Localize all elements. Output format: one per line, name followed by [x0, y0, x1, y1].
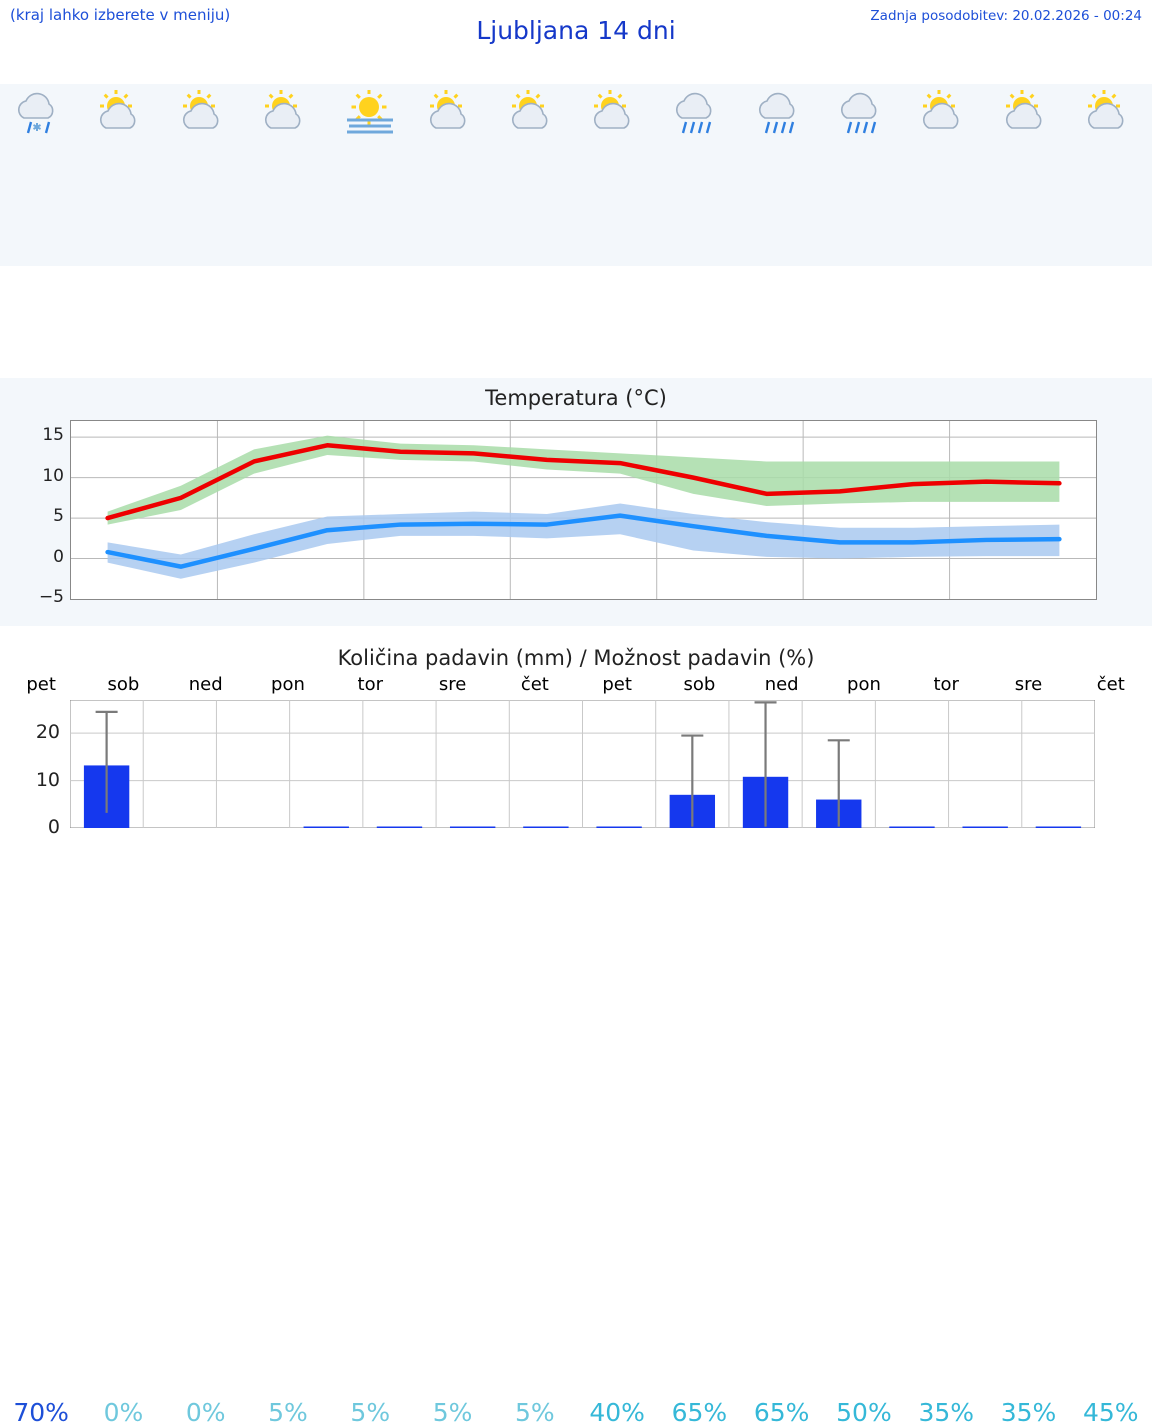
precipitation-chart-title: Količina padavin (mm) / Možnost padavin (%) — [337, 646, 815, 670]
forecast-day[interactable] — [741, 84, 823, 266]
precipitation-probability: 5% — [432, 1398, 473, 1427]
sun-fog-icon — [333, 90, 407, 136]
forecast-day[interactable] — [329, 84, 411, 266]
temperature-chart-title: Temperatura (°C) — [485, 386, 667, 410]
sun-cloud-icon — [992, 90, 1066, 136]
temperature-y-tick: 15 — [42, 425, 64, 446]
forecast-day[interactable] — [165, 84, 247, 266]
precipitation-day-label: ned — [764, 674, 799, 695]
precipitation-day-label: pon — [271, 674, 305, 695]
precipitation-chart — [0, 638, 1152, 1427]
sun-cloud-icon — [416, 90, 490, 136]
location-note: (kraj lahko izberete v meniju) — [10, 6, 231, 24]
precipitation-probability: 45% — [1083, 1398, 1139, 1427]
precipitation-probability: 0% — [185, 1398, 226, 1427]
precipitation-y-tick: 0 — [47, 816, 60, 838]
temperature-y-tick: 5 — [53, 506, 64, 527]
precipitation-probability: 50% — [836, 1398, 892, 1427]
sun-cloud-icon — [909, 90, 983, 136]
precipitation-probability: 5% — [514, 1398, 555, 1427]
forecast-day[interactable] — [576, 84, 658, 266]
sun-cloud-icon — [86, 90, 160, 136]
precipitation-day-label: sre — [438, 674, 467, 695]
sun-cloud-icon — [169, 90, 243, 136]
rain-cloud-icon — [827, 90, 901, 136]
precipitation-day-label: sob — [107, 674, 140, 695]
precipitation-day-label: tor — [357, 674, 383, 695]
forecast-day[interactable] — [247, 84, 329, 266]
precipitation-day-label: pet — [602, 674, 632, 695]
forecast-day[interactable] — [494, 84, 576, 266]
sun-cloud-icon — [580, 90, 654, 136]
precipitation-day-label: ned — [188, 674, 223, 695]
temperature-chart — [0, 378, 1152, 626]
page-title: Ljubljana 14 dni — [476, 16, 676, 45]
forecast-day[interactable] — [82, 84, 164, 266]
precipitation-probability: 40% — [589, 1398, 645, 1427]
forecast-day[interactable] — [905, 84, 987, 266]
precipitation-day-label: tor — [933, 674, 959, 695]
precipitation-day-label: čet — [1096, 674, 1125, 695]
temperature-y-tick: 0 — [53, 546, 64, 567]
rain-cloud-icon — [662, 90, 736, 136]
precipitation-probability: 65% — [671, 1398, 728, 1427]
precipitation-day-label: čet — [520, 674, 549, 695]
precipitation-y-tick: 20 — [35, 721, 60, 744]
forecast-days — [0, 84, 1152, 266]
temperature-y-tick: −5 — [38, 587, 64, 607]
page-header — [0, 0, 1152, 56]
sun-cloud-icon — [251, 90, 325, 136]
forecast-day[interactable] — [0, 84, 82, 266]
forecast-day[interactable] — [823, 84, 905, 266]
forecast-day[interactable] — [1070, 84, 1152, 266]
precipitation-probability: 5% — [350, 1398, 391, 1427]
precipitation-probability: 0% — [103, 1398, 144, 1427]
precipitation-day-label: pon — [847, 674, 881, 695]
forecast-day[interactable] — [411, 84, 493, 266]
precipitation-day-label: sre — [1014, 674, 1043, 695]
precipitation-probability: 65% — [753, 1398, 810, 1427]
precipitation-day-labels — [0, 674, 1152, 695]
precipitation-probability-row — [0, 1398, 1152, 1427]
sun-cloud-icon — [498, 90, 572, 136]
rain-cloud-icon — [745, 90, 819, 136]
precipitation-day-label: pet — [26, 674, 56, 695]
precipitation-probability: 70% — [13, 1398, 69, 1427]
forecast-day[interactable] — [658, 84, 740, 266]
temperature-y-tick: 10 — [42, 465, 64, 486]
forecast-strip — [0, 84, 1152, 266]
forecast-day[interactable] — [987, 84, 1069, 266]
rain-snow-cloud-icon — [4, 90, 78, 136]
precipitation-day-label: sob — [683, 674, 716, 695]
sun-cloud-icon — [1074, 90, 1148, 136]
temperature-plot-area — [70, 420, 1097, 600]
precipitation-y-tick: 10 — [35, 768, 60, 791]
precipitation-probability: 5% — [268, 1398, 308, 1427]
last-update-text: Zadnja posodobitev: 20.02.2026 - 00:24 — [870, 8, 1142, 24]
precipitation-plot-area — [70, 700, 1095, 828]
precipitation-probability: 35% — [1000, 1398, 1057, 1427]
precipitation-probability: 35% — [918, 1398, 975, 1427]
